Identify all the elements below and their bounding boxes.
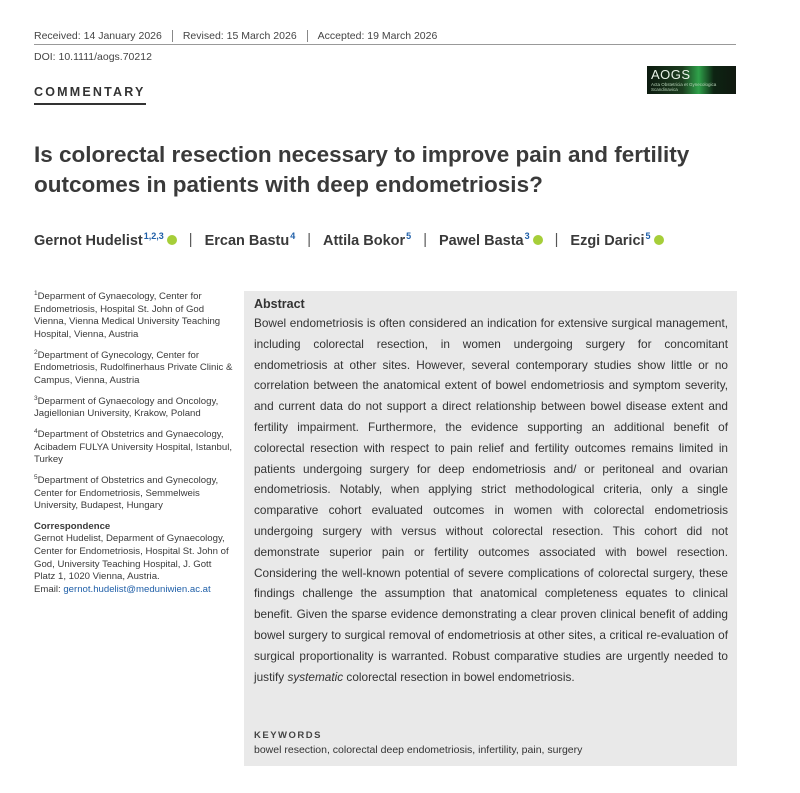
author-separator: | — [554, 231, 559, 248]
abstract-box — [244, 291, 737, 766]
header-divider — [34, 44, 736, 45]
author-separator: | — [307, 231, 311, 248]
author[interactable] — [570, 231, 663, 249]
doi-text[interactable]: DOI: 10.1111/aogs.70212 — [34, 51, 152, 63]
author-name: Ezgi Darici — [570, 232, 645, 249]
affiliation: $^3$Deparment of Gynaecology and Oncology, Jagiellonian University, Krakow, Poland — [34, 394, 219, 420]
author-name: Gernot Hudelist — [34, 232, 143, 249]
accepted-date: Accepted: 19 March 2026 — [317, 30, 438, 42]
author[interactable] — [323, 231, 411, 249]
received-date: Received: 14 January 2026 — [34, 30, 173, 42]
author[interactable] — [439, 231, 543, 249]
author-separator: | — [423, 231, 427, 248]
publication-dates — [34, 27, 736, 45]
author-affil-ref[interactable]: 5 — [406, 231, 412, 241]
orcid-icon[interactable] — [533, 235, 543, 245]
author-separator: | — [188, 231, 193, 248]
author-affil-ref[interactable]: 5 — [645, 231, 651, 241]
affiliation: $^1$Deparment of Gynaecology, Center for Endometriosis, Hospital St. John of God Vienna, Vienna Medical University Teaching Hospital, Vienna, Austria — [34, 290, 221, 340]
abstract-text: Bowel endometriosis is often considered an indication for extensive surgical management, including colorectal resection, in women undergoing surgery for concomitant endometriosis at other sites. However, several contemporary studies show little or no correlation between the anatomical extent of bowel endometriosis and symptom severity, and current data do not support a direct relationship between bowel disease extent and fertility impairment. Furthermore, the evidence supporting an additional benefit of colorectal resection with respect to pain relief and fertility outcomes remains limited in patients undergoing surgery for deep endometriosis and/ or peritoneal and ovarian endometriosis. Notably, when applying strict methodological criteria, only a single comparative cohort evaluated outcomes in women with colorectal endometriosis undergoing surgery with versus without colorectal resection. This cohort did not demonstrate superior pain or fertility outcomes associated with bowel resection. Considering the well-known potential of severe complications of colorectal surgery, these findings challenge the assumption that anatomical completeness equates to clinical benefit. Given the sparse evidence demonstrating a clear proven clinical benefit of adding bowel surgery to surgical removal of endometriosis at other sites, a critical re-evaluation of surgical proportionality is warranted. Robust comparative studies are urgently needed to justify systematic colorectal resection in bowel endometriosis. — [254, 316, 728, 684]
author-name: Attila Bokor — [323, 232, 406, 249]
author-name: Ercan Bastu — [204, 232, 290, 249]
author-name: Pawel Basta — [438, 232, 524, 249]
orcid-icon[interactable] — [654, 235, 664, 245]
abstract-heading: Abstract — [254, 297, 305, 311]
logo-title: AOGS — [651, 67, 691, 82]
author-affil-ref[interactable]: 1,2,3 — [143, 231, 164, 241]
affiliations — [34, 288, 234, 596]
article-title: Is colorectal resection necessary to improve pain and fertility outcomes in patients with deep endometriosis? — [34, 142, 690, 197]
revised-date: Revised: 15 March 2026 — [183, 30, 308, 42]
author-affil-ref[interactable]: 4 — [290, 231, 296, 241]
author[interactable] — [205, 231, 296, 249]
affiliation: $^2$Department of Gynecology, Center for Endometriosis, Rudolfinerhaus Private Clinic & Campus, Vienna, Austria — [34, 348, 233, 386]
keywords-list: bowel resection, colorectal deep endometriosis, infertility, pain, surgery — [254, 744, 583, 756]
correspondence-address: Gernot Hudelist, Deparment of Gynaecology, Center for Endometriosis, Hospital St. John of God, University Teaching Hospital, J. Gott Platz 1, 1020 Vienna, Austria. — [34, 533, 229, 583]
journal-logo — [647, 66, 736, 94]
correspondence-email-line: Email: gernot.hudelist@meduniwien.ac.at — [34, 583, 211, 595]
author-list — [34, 231, 774, 249]
keywords-heading: KEYWORDS — [254, 730, 322, 741]
correspondence-heading: Correspondence — [34, 520, 111, 532]
affiliation: $^4$Department of Obstetrics and Gynaecology, Acibadem FULYA University Hospital, Istanbul, Turkey — [34, 427, 232, 466]
email-link[interactable]: gernot.hudelist@meduniwien.ac.at — [63, 583, 211, 595]
affiliation: $^5$Department of Obstetrics and Gynecology, Center for Endometriosis, Semmelweis University, Budapest, Hungary — [34, 473, 219, 512]
orcid-icon[interactable] — [167, 235, 177, 245]
author[interactable] — [34, 231, 177, 249]
author-affil-ref[interactable]: 3 — [524, 231, 530, 241]
article-type: COMMENTARY — [34, 85, 146, 105]
logo-subtitle: Acta Obstetricia et Gynecologica Scandinavica — [651, 82, 717, 92]
